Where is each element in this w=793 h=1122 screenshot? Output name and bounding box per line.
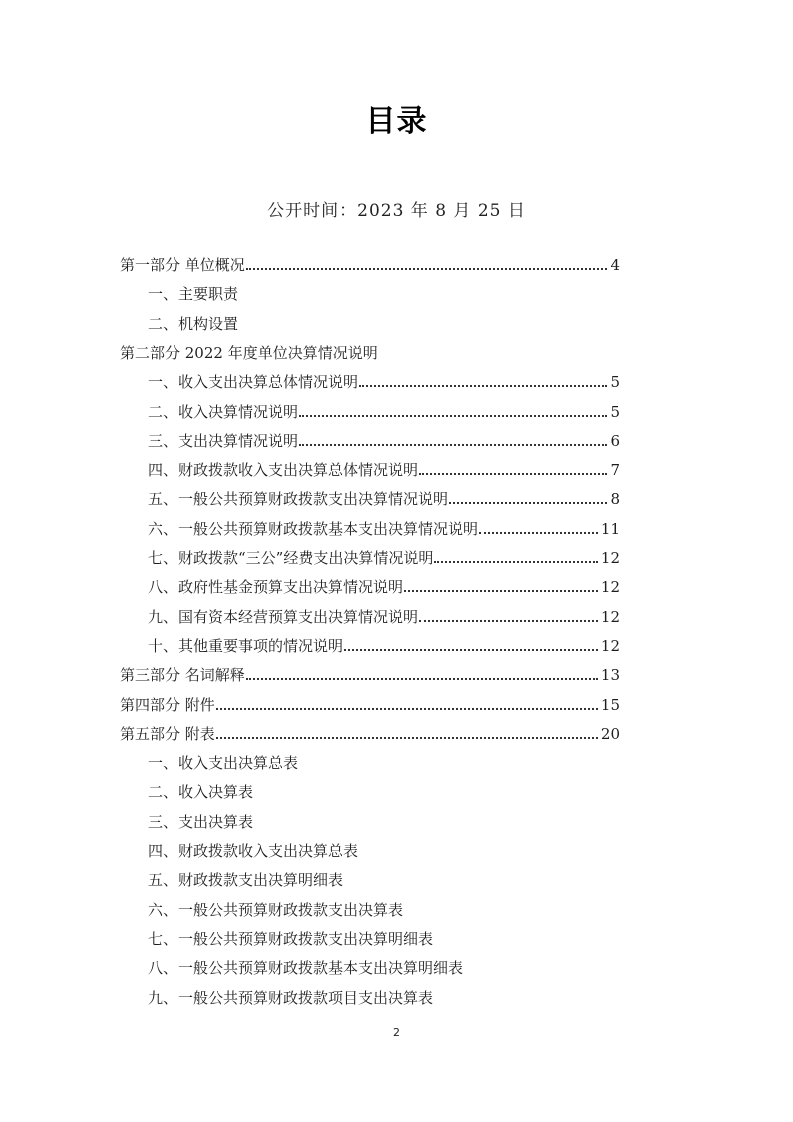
toc-entry-label: 二、机构设置 [148,314,239,333]
toc-entry-label: 八、一般公共预算财政拨款基本支出决算明细表 [148,959,464,978]
toc-entry-label: 六、一般公共预算财政拨款基本支出决算情况说明 [148,519,479,538]
page-number: 2 [393,1026,400,1039]
toc-entry-label: 二、收入决算表 [148,783,254,802]
toc-entry-page: 7 [610,461,620,480]
toc-entry[interactable] [120,254,620,276]
toc-entry-page: 12 [600,578,620,597]
toc-entry-label: 二、收入决算情况说明 [148,402,299,421]
toc-entry-label: 五、财政拨款支出决算明细表 [148,871,344,890]
toc-entry-label: 六、一般公共预算财政拨款支出决算表 [148,900,404,919]
toc-entry-page: 20 [600,724,620,743]
toc-entry-page: 5 [610,402,620,421]
toc-entry-page: 8 [610,490,620,509]
toc-entry-page: 5 [610,373,620,392]
toc-entry[interactable] [148,606,620,628]
toc-entry[interactable] [148,957,463,979]
toc-entry-label: 七、一般公共预算财政拨款支出决算明细表 [148,929,434,948]
toc-entry[interactable] [148,840,358,862]
toc-entry[interactable] [120,694,620,716]
toc-entry[interactable] [120,664,620,686]
toc-entry[interactable] [148,576,620,598]
toc-dot-leader [359,385,607,387]
toc-entry[interactable] [120,342,378,364]
toc-entry-label: 第五部分 附表 [120,724,215,743]
toc-entry-page: 12 [600,636,620,655]
toc-dot-leader [434,561,598,563]
toc-entry[interactable] [148,283,238,305]
toc-entry-label: 一、收入支出决算总体情况说明 [148,373,359,392]
toc-entry-label: 第二部分 2022 年度单位决算情况说明 [120,343,378,362]
toc-dot-leader [299,415,607,417]
toc-entry-label: 三、支出决算情况说明 [148,431,299,450]
toc-entry[interactable] [148,781,253,803]
toc-dot-leader [404,590,598,592]
toc-entry-label: 九、国有资本经营预算支出决算情况说明 [148,607,419,626]
toc-entry-label: 第三部分 名词解释 [120,666,245,685]
toc-entry[interactable] [148,752,298,774]
toc-entry-page: 12 [600,549,620,567]
toc-entry[interactable] [120,723,620,745]
toc-entry[interactable] [148,547,620,569]
toc-entry-page: 12 [600,607,620,626]
toc-dot-leader [246,678,598,680]
toc-entry-label: 三、支出决算表 [148,812,254,831]
toc-dot-leader [216,737,598,739]
page-title: 目录 [365,104,428,139]
toc-entry-label: 一、收入支出决算总表 [148,754,299,773]
toc-entry-label: 七、财政拨款“三公”经费支出决算情况说明 [148,549,434,567]
toc-entry[interactable] [148,811,253,833]
toc-dot-leader [344,649,598,651]
toc-entry[interactable] [148,401,620,423]
toc-dot-leader [419,473,607,475]
toc-dot-leader [299,444,607,446]
toc-entry[interactable] [148,459,620,481]
toc-entry[interactable] [148,430,620,452]
toc-entry[interactable] [148,488,620,510]
publish-date: 公开时间：2023 年 8 月 25 日 [267,201,526,221]
toc-entry[interactable] [148,518,620,540]
toc-entry-page: 13 [600,666,620,685]
toc-entry[interactable] [148,371,620,393]
toc-dot-leader [479,532,598,534]
toc-entry-label: 八、政府性基金预算支出决算情况说明 [148,578,404,597]
toc-dot-leader [246,268,608,270]
toc-entry-page: 11 [600,519,620,538]
toc-entry-page: 4 [610,256,620,274]
toc-dot-leader [419,620,598,622]
toc-entry[interactable] [148,928,433,950]
toc-dot-leader [449,502,607,504]
toc-entry-label: 五、一般公共预算财政拨款支出决算情况说明 [148,490,449,509]
toc-entry-page: 6 [610,431,620,450]
toc-entry-label: 一、主要职责 [148,285,239,304]
toc-entry[interactable] [148,869,343,891]
toc-entry-label: 第四部分 附件 [120,695,215,714]
toc-entry[interactable] [148,987,433,1009]
toc-entry-page: 15 [600,695,620,714]
toc-entry-label: 九、一般公共预算财政拨款项目支出决算表 [148,988,434,1007]
toc-entry-label: 四、财政拨款收入支出决算总表 [148,842,359,860]
toc-entry[interactable] [148,635,620,657]
toc-entry[interactable] [148,313,238,335]
toc-entry-label: 十、其他重要事项的情况说明 [148,636,344,655]
toc-entry-label: 第一部分 单位概况 [120,256,245,274]
toc-entry-label: 四、财政拨款收入支出决算总体情况说明 [148,461,419,480]
toc-dot-leader [216,708,598,710]
toc-entry[interactable] [148,899,403,921]
